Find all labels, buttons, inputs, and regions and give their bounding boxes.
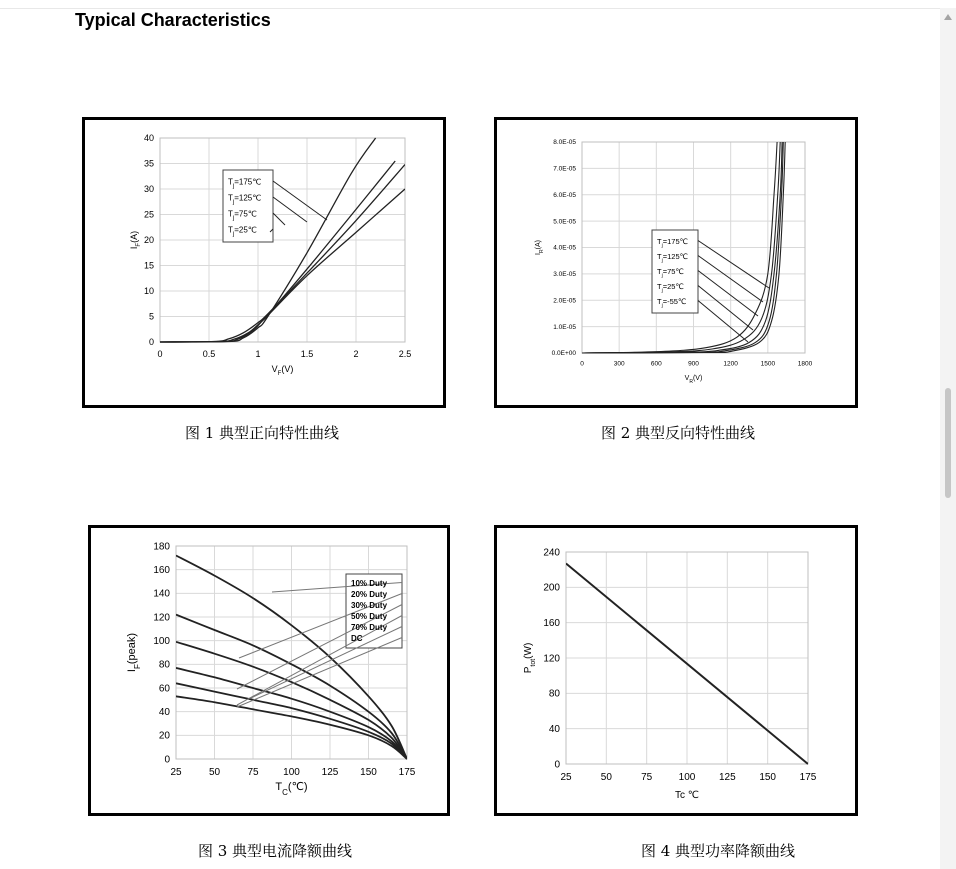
x-tick-label: 175 xyxy=(799,772,817,783)
x-axis-label: Tc ℃ xyxy=(674,790,700,801)
x-tick-label: 0.5 xyxy=(202,349,216,359)
x-tick-label: 150 xyxy=(360,767,377,778)
x-tick-label: 1 xyxy=(255,349,261,359)
x-axis-label: $T_C(℃)$ xyxy=(275,781,308,797)
legend-entry: 30% Duty xyxy=(351,601,388,611)
x-tick-label: 125 xyxy=(321,767,339,778)
y-tick-label: 30 xyxy=(143,184,154,194)
y-tick-label: 0 xyxy=(164,754,170,766)
legend-entry: $T_j=175℃$ xyxy=(657,237,689,249)
y-tick-label: 140 xyxy=(153,588,170,600)
chart-forward-characteristic xyxy=(85,120,443,405)
legend-entry: 50% Duty xyxy=(351,612,388,622)
legend-entry: $T_j=-55℃$ xyxy=(657,297,687,309)
y-tick-label: 3.0E-05 xyxy=(553,271,576,279)
y-tick-label: 160 xyxy=(153,565,170,576)
legend-entry: $T_j=25℃$ xyxy=(228,225,257,238)
y-tick-label: 120 xyxy=(153,612,170,624)
caption-power-derating: 图 4 典型功率降额曲线 xyxy=(640,842,796,860)
chart-panel-current-derating xyxy=(88,525,450,816)
y-tick-label: 2.0E-05 xyxy=(553,297,576,305)
y-axis-label: $I_F(A)$ xyxy=(129,230,142,250)
chart-current-derating xyxy=(91,528,447,813)
chart-reverse-characteristic xyxy=(497,120,855,405)
legend-entry: 10% Duty xyxy=(351,579,388,589)
y-axis-label: $I_R(A)$ xyxy=(535,240,545,255)
x-tick-label: 900 xyxy=(688,360,699,368)
y-tick-label: 180 xyxy=(153,541,170,553)
y-tick-label: 4.0E-05 xyxy=(553,244,576,252)
y-tick-label: 200 xyxy=(543,582,560,594)
y-tick-label: 15 xyxy=(143,260,154,271)
vertical-scrollbar[interactable] xyxy=(940,8,956,869)
y-tick-label: 5.0E-05 xyxy=(553,218,576,226)
legend-entry: 20% Duty xyxy=(351,590,388,600)
y-axis-label: $P_{tot}(W)$ xyxy=(523,642,537,674)
x-tick-label: 125 xyxy=(718,772,736,783)
x-tick-label: 175 xyxy=(398,767,416,778)
x-tick-label: 1500 xyxy=(760,360,776,368)
x-tick-label: 0 xyxy=(580,360,584,368)
y-tick-label: 20 xyxy=(143,235,154,245)
y-tick-label: 0.0E+00 xyxy=(551,350,576,358)
y-tick-label: 20 xyxy=(158,730,170,742)
y-tick-label: 80 xyxy=(158,659,170,671)
series-line-1 xyxy=(160,165,405,343)
scroll-thumb[interactable] xyxy=(945,388,951,498)
y-tick-label: 40 xyxy=(548,724,560,735)
x-axis-label: $V_R(V)$ xyxy=(684,375,703,385)
x-tick-label: 100 xyxy=(678,772,696,783)
x-tick-label: 100 xyxy=(283,767,300,778)
x-tick-label: 25 xyxy=(170,767,182,778)
x-tick-label: 600 xyxy=(650,360,662,368)
y-tick-label: 160 xyxy=(543,618,560,629)
scroll-up-arrow-icon[interactable] xyxy=(944,14,952,20)
chart-panel-reverse xyxy=(494,117,858,408)
y-tick-label: 7.0E-05 xyxy=(553,165,576,173)
y-tick-label: 100 xyxy=(153,636,170,647)
y-tick-label: 0 xyxy=(554,759,560,771)
top-divider xyxy=(0,8,940,9)
y-tick-label: 35 xyxy=(143,158,154,169)
x-tick-label: 1800 xyxy=(797,360,813,368)
x-tick-label: 150 xyxy=(759,772,777,783)
legend-entry: $T_j=25℃$ xyxy=(657,282,684,294)
y-tick-label: 1.0E-05 xyxy=(553,323,576,331)
page-title: Typical Characteristics xyxy=(75,10,271,30)
y-tick-label: 25 xyxy=(143,209,154,220)
y-tick-label: 40 xyxy=(143,133,154,143)
chart-panel-forward xyxy=(82,117,446,408)
y-axis-label: $I_F(peak)$ xyxy=(126,632,142,673)
x-tick-label: 2.5 xyxy=(398,349,412,359)
y-tick-label: 60 xyxy=(158,683,170,695)
y-tick-label: 10 xyxy=(143,286,154,296)
y-tick-label: 40 xyxy=(158,707,170,718)
caption-forward: 图 1 典型正向特性曲线 xyxy=(184,424,340,442)
x-tick-label: 50 xyxy=(600,772,612,783)
x-tick-label: 1.5 xyxy=(300,349,314,359)
legend-entry: $T_j=125℃$ xyxy=(657,252,689,264)
legend-leader-line xyxy=(698,301,748,343)
y-tick-label: 80 xyxy=(548,688,560,700)
caption-current-derating: 图 3 典型电流降额曲线 xyxy=(197,842,353,860)
y-tick-label: 8.0E-05 xyxy=(553,139,576,147)
x-tick-label: 2 xyxy=(353,349,359,359)
chart-panel-power-derating xyxy=(494,525,858,816)
legend-entry: 70% Duty xyxy=(351,623,388,633)
legend-leader-line xyxy=(251,627,402,699)
x-tick-label: 300 xyxy=(613,360,625,368)
y-tick-label: 120 xyxy=(543,653,560,665)
x-tick-label: 25 xyxy=(560,772,572,783)
x-tick-label: 75 xyxy=(641,772,653,783)
legend-entry: $T_j=125℃$ xyxy=(228,193,262,206)
chart-power-derating xyxy=(497,528,855,813)
y-tick-label: 6.0E-05 xyxy=(553,191,576,199)
x-axis-label: $V_F(V)$ xyxy=(271,364,294,377)
legend-entry: $T_j=75℃$ xyxy=(657,267,684,279)
legend-entry: $T_j=175℃$ xyxy=(228,177,262,190)
x-tick-label: 50 xyxy=(208,767,221,778)
y-tick-label: 0 xyxy=(148,337,154,347)
y-tick-label: 240 xyxy=(543,547,560,559)
legend-entry: $T_j=75℃$ xyxy=(228,209,257,222)
series-line-3 xyxy=(160,161,395,342)
x-tick-label: 1200 xyxy=(723,360,738,368)
legend-entry: DC xyxy=(351,634,363,644)
x-tick-label: 75 xyxy=(247,767,259,778)
y-tick-label: 5 xyxy=(148,311,154,322)
caption-reverse: 图 2 典型反向特性曲线 xyxy=(600,424,756,442)
x-tick-label: 0 xyxy=(157,349,163,359)
